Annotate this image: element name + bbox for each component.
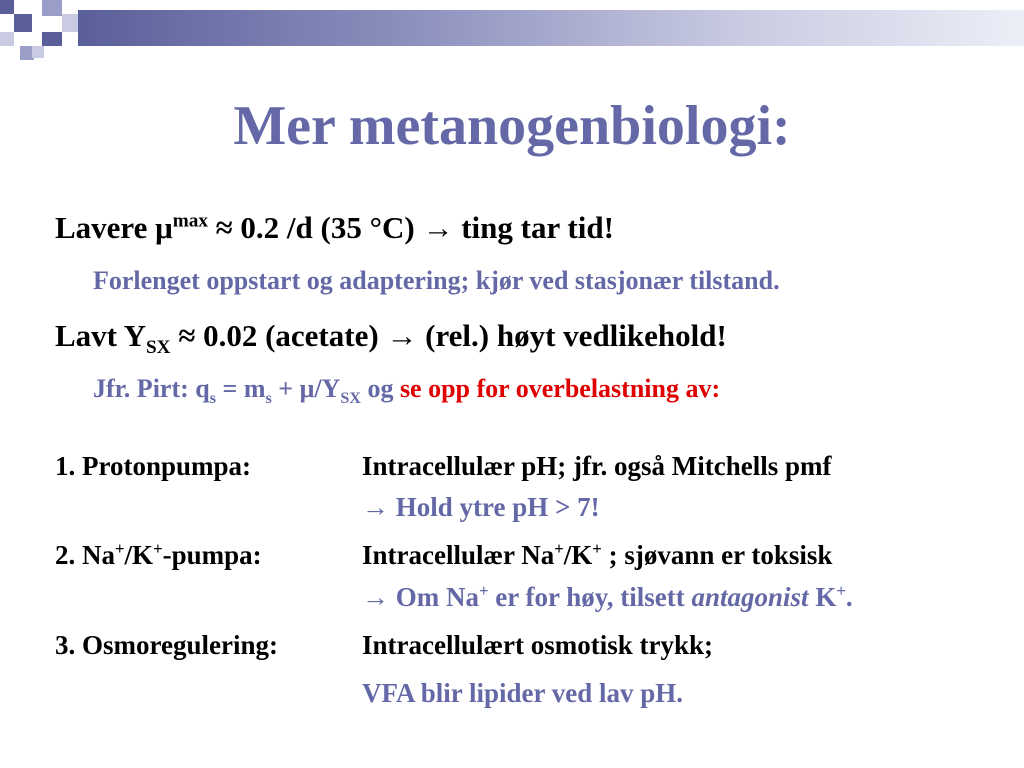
- item-note-osmo: VFA blir lipider ved lav pH.: [362, 678, 684, 708]
- item-text-proton: Intracellulær pH; jfr. også Mitchells pmf: [362, 451, 832, 481]
- bullet-growth-rate: Lavere $\mu^{max} \approx 0.2$ /d (35 °C) → ting tar tid!: [55, 210, 614, 245]
- slide-title: Mer metanogenbiologi:: [233, 95, 791, 157]
- deco-square: [0, 32, 14, 46]
- subbullet-startup: Forlenget oppstart og adaptering; kjør ved stasjonær tilstand.: [93, 266, 780, 295]
- item-note-nak: → Om Na+ er for høy, tilsett antagonist K+.: [362, 581, 853, 612]
- item-text-osmo: Intracellulært osmotisk trykk;: [362, 630, 713, 660]
- item-label-nak: 2. Na+/K+-pumpa:: [55, 539, 262, 570]
- bullet-yield: Lavt $Y_{SX} \approx 0.02$ (acetate) → (rel.) høyt vedlikehold!: [55, 318, 727, 359]
- deco-square: [0, 0, 14, 14]
- deco-square: [42, 0, 62, 16]
- warning-text: se opp for overbelastning av:: [399, 374, 721, 403]
- deco-square: [32, 46, 44, 58]
- header-gradient-bar: [78, 10, 1024, 46]
- item-label-proton: 1. Protonpumpa:: [55, 451, 252, 481]
- subbullet-pirt: Jfr. Pirt: $q_s = m_s + \mu/Y_{SX}$ og se opp for overbelastning av:: [93, 374, 721, 408]
- deco-square: [14, 14, 32, 32]
- item-note-proton: → Hold ytre pH > 7!: [362, 492, 600, 522]
- item-text-nak: Intracellulær Na+/K+ ; sjøvann er toksisk: [362, 539, 833, 570]
- item-label-osmo: 3. Osmoregulering:: [55, 630, 278, 660]
- deco-square: [62, 14, 78, 32]
- header-decoration: [0, 0, 1024, 62]
- deco-square: [42, 32, 62, 46]
